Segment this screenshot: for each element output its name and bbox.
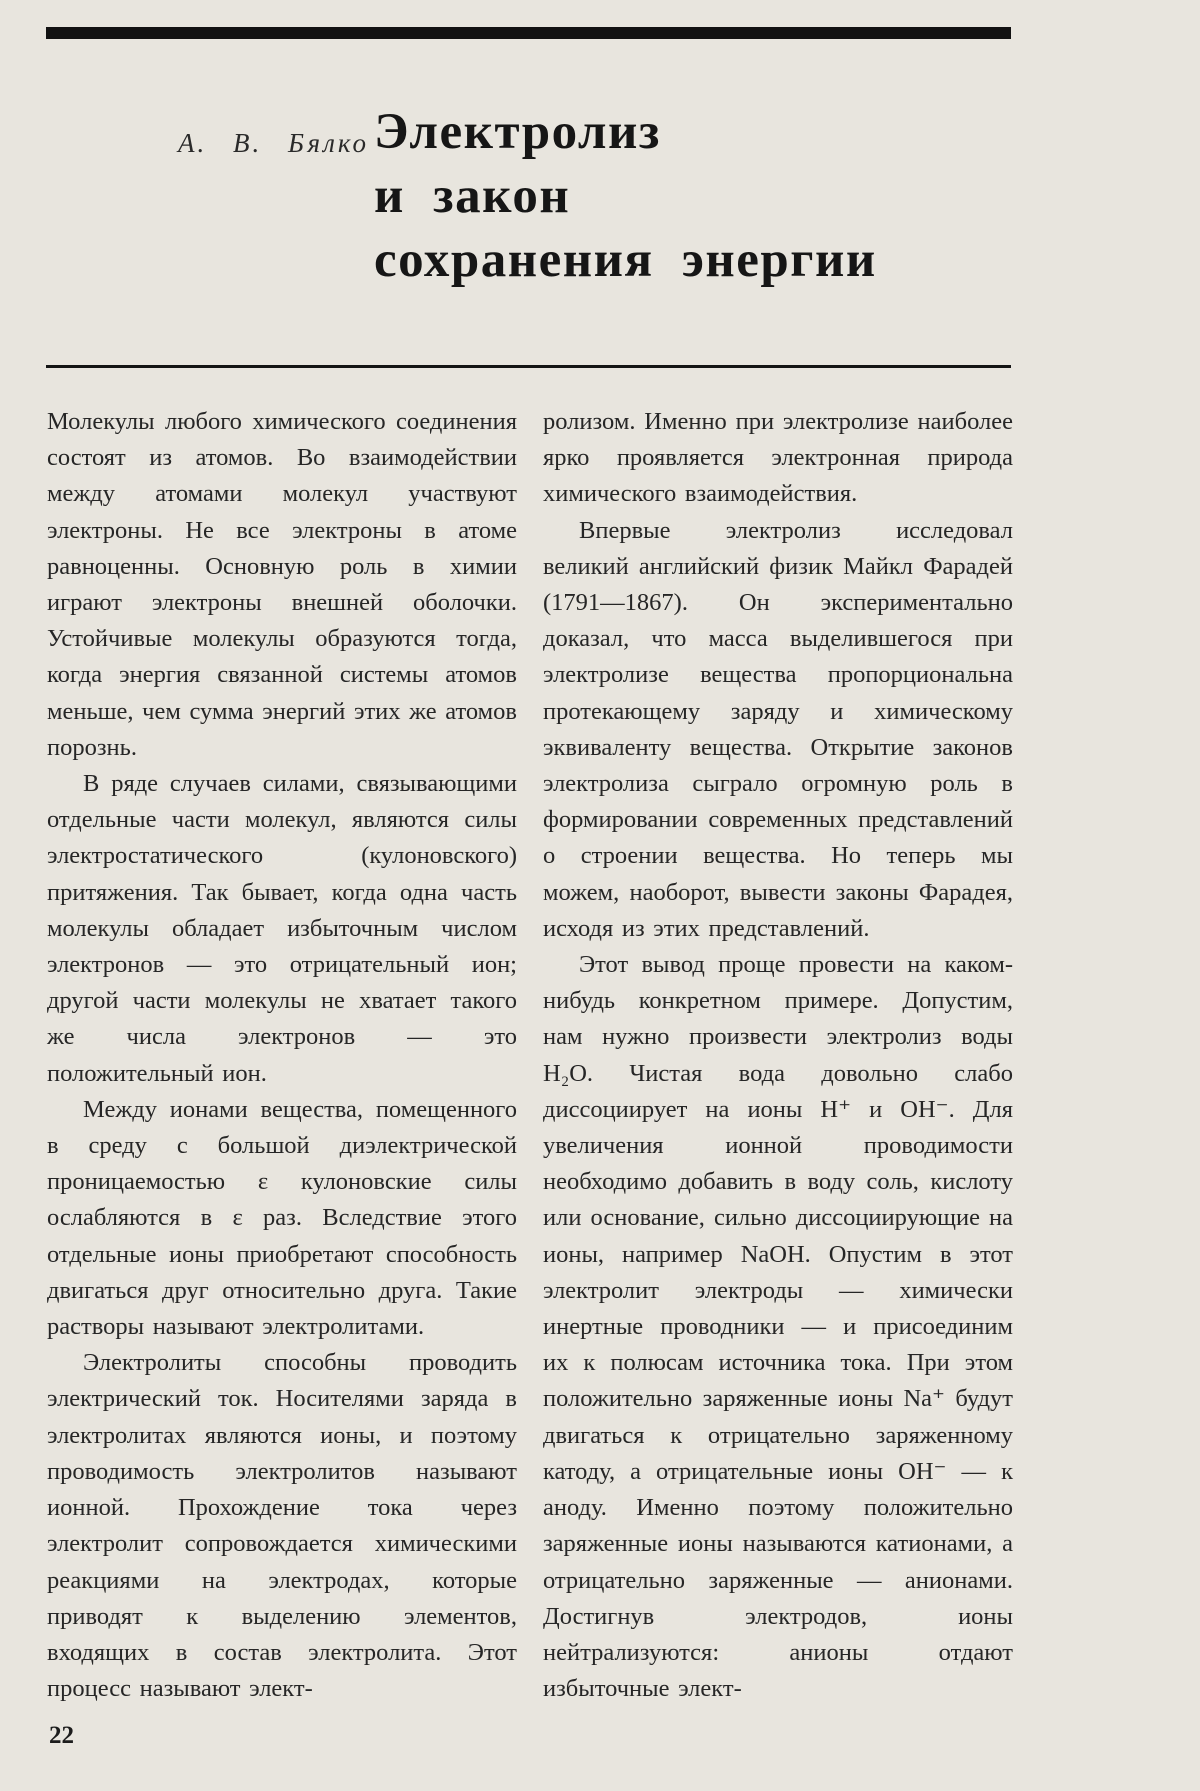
top-rule (46, 27, 1011, 39)
header-divider (46, 365, 1011, 368)
author-name: А. В. Бялко (178, 128, 369, 158)
title-line-2: и закон (374, 168, 571, 224)
title-line-3: сохранения энергии (374, 232, 877, 288)
article-header (46, 100, 1011, 330)
article-body (47, 404, 1013, 1707)
page-number: 22 (49, 1722, 74, 1749)
paragraph-left-1: Молекулы любого химического соединения состоят из атомов. Во взаимодействии между атомами молекул участвуют электроны. Не все электроны в атоме равноценны. Основную роль в химии играют электроны внешней оболочки. Устойчивые молекулы образуются тогда, когда энергия связанной системы атомов меньше, чем сумма энергий этих же атомов порознь. (47, 408, 517, 761)
paragraph-left-2: В ряде случаев силами, связывающими отдельные части молекул, являются силы электростатического (кулоновского) притяжения. Так бывает, когда одна часть молекулы обладает избыточным числом электронов — это отрицательный ион; другой части молекулы не хватает такого же числа электронов — это положительный ион. (47, 770, 517, 1087)
paragraph-left-3: Между ионами вещества, помещенного в среду с большой диэлектрической проницаемостью ε кулоновские силы ослабляются в ε раз. Вследствие этого отдельные ионы приобретают способность двигаться друг относительно друга. Такие растворы называют электролитами. (47, 1095, 517, 1341)
article-title (374, 100, 877, 292)
left-column (47, 404, 517, 1707)
paragraph-right-3: Этот вывод проще провести на каком-нибудь конкретном примере. Допустим, нам нужно произвести электролиз воды H₂O. Чистая вода довольно слабо диссоциирует на ионы H⁺ и OH⁻. Для увеличения ионной проводимости необходимо добавить в воду соль, кислоту или основание, сильно диссоциирующие на ионы, например NaOH. Опустим в этот электролит электроды — химически инертные проводники — и присоединим их к полюсам источника тока. При этом положительно заряженные ионы Na⁺ будут двигаться к отрицательно заряженному катоду, а отрицательные ионы OH⁻ — к аноду. Именно поэтому положительно заряженные ионы называются катионами, а отрицательно заряженные — анионами. Достигнув электродов, ионы нейтрализуются: анионы отдают избыточные элект- (543, 951, 1013, 1703)
paragraph-right-1: ролизом. Именно при электролизе наиболее ярко проявляется электронная природа химического взаимодействия. (543, 408, 1013, 508)
right-column (543, 404, 1013, 1707)
paragraph-right-2: Впервые электролиз исследовал великий английский физик Майкл Фарадей (1791—1867). Он экспериментально доказал, что масса выделившегося при электролизе вещества пропорциональна протекающему заряду и химическому эквиваленту вещества. Открытие законов электролиза сыграло огромную роль в формировании современных представлений о строении вещества. Но теперь мы можем, наоборот, вывести законы Фарадея, исходя из этих представлений. (543, 516, 1013, 942)
paragraph-left-4: Электролиты способны проводить электрический ток. Носителями заряда в электролитах являются ионы, и поэтому проводимость электролитов называют ионной. Прохождение тока через электролит сопровождается химическими реакциями на электродах, которые приводят к выделению элементов, входящих в состав электролита. Этот процесс называют элект- (47, 1349, 517, 1703)
title-line-1: Электролиз (374, 104, 661, 160)
